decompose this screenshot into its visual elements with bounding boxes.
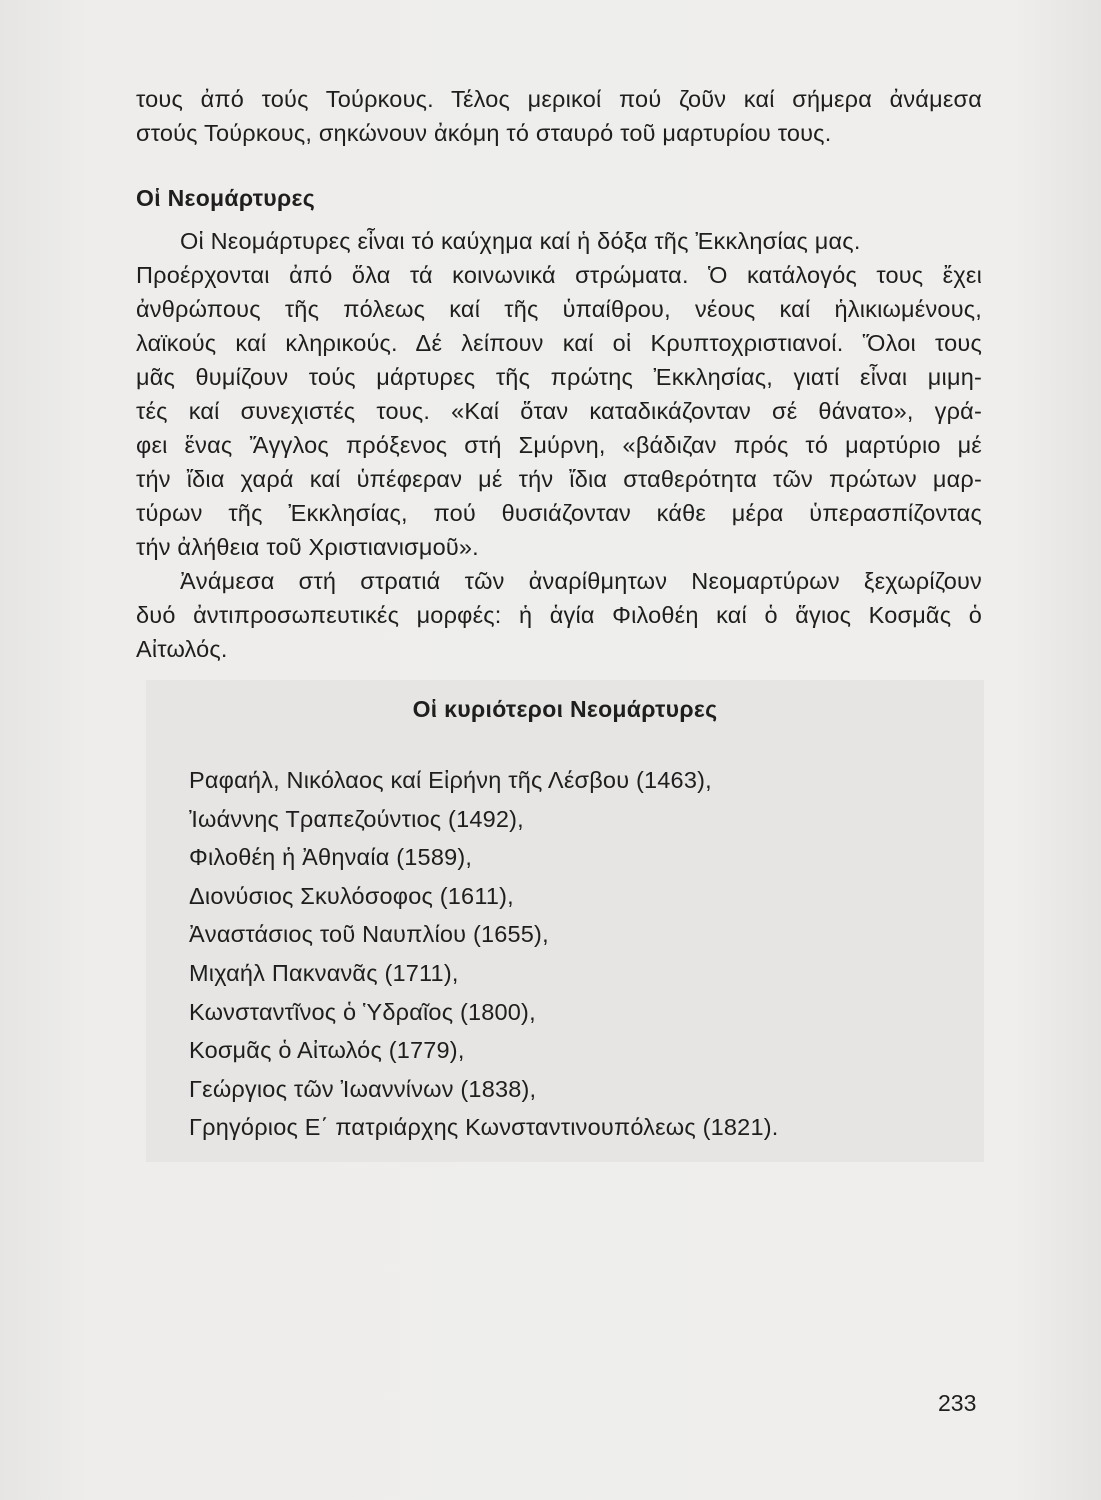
list-item: Φιλοθέη ἡ Ἀθηναία (1589),	[189, 844, 473, 871]
list-item: Ραφαήλ, Νικόλαος καί Εἰρήνη τῆς Λέσβου (1463),	[189, 767, 712, 793]
text-line: Αἰτωλός.	[136, 636, 228, 662]
section-heading: Οἱ Νεομάρτυρες	[136, 185, 316, 211]
list-item: Μιχαήλ Πακνανᾶς (1711),	[189, 959, 459, 986]
box-title: Οἱ κυριότεροι Νεομάρτυρες	[412, 696, 718, 722]
martyrs-list	[189, 761, 778, 1147]
text-line: τήν ἴδια χαρά καί ὑπέφεραν μέ τήν ἴδια σταθερότητα τῶν πρώτων μαρ-	[136, 466, 982, 492]
text-line: τήν ἀλήθεια τοῦ Χριστιανισμοῦ».	[136, 534, 479, 560]
list-item: Γρηγόριος Ε΄ πατριάρχης Κωνσταντινουπόλεως (1821).	[189, 1114, 779, 1141]
page-number: 233	[938, 1390, 977, 1416]
text-line: στούς Τούρκους, σηκώνουν ἀκόμη τό σταυρό τοῦ μαρτυρίου τους.	[136, 120, 832, 146]
text-line: δυό ἀντιπροσωπευτικές μορφές: ἡ ἁγία Φιλοθέη καί ὁ ἅγιος Κοσμᾶς ὁ	[136, 602, 982, 628]
text-line: τές καί συνεχιστές τους. «Καί ὅταν καταδικάζονταν σέ θάνατο», γρά-	[136, 398, 982, 424]
list-item: Ἰωάννης Τραπεζούντιος (1492),	[189, 805, 524, 832]
list-item: Κοσμᾶς ὁ Αἰτωλός (1779),	[189, 1037, 465, 1064]
text-line: ἀνθρώπους τῆς πόλεως καί τῆς ὑπαίθρου, νέους καί ἡλικιωμένους,	[136, 296, 982, 322]
text-line: φει ἕνας Ἄγγλος πρόξενος στή Σμύρνη, «βάδιζαν πρός τό μαρτύριο μέ	[136, 432, 982, 458]
text-line: Προέρχονται ἀπό ὅλα τά κοινωνικά στρώματα. Ὁ κατάλογός τους ἔχει	[136, 262, 982, 288]
text-line: μᾶς θυμίζουν τούς μάρτυρες τῆς πρώτης Ἐκκλησίας, γιατί εἶναι μιμη-	[136, 364, 982, 390]
list-item: Διονύσιος Σκυλόσοφος (1611),	[189, 882, 514, 909]
list-item: Κωνσταντῖνος ὁ Ὑδραῖος (1800),	[189, 998, 536, 1025]
martyrs-box	[146, 680, 984, 1162]
text-line: τύρων τῆς Ἐκκλησίας, πού θυσιάζονταν κάθε μέρα ὑπερασπίζοντας	[136, 500, 982, 526]
intro-paragraph	[136, 82, 982, 150]
list-item: Ἀναστάσιος τοῦ Ναυπλίου (1655),	[189, 921, 549, 948]
text-line: τους ἀπό τούς Τούρκους. Τέλος μερικοί πού ζοῦν καί σήμερα ἀνάμεσα	[136, 86, 982, 112]
list-item: Γεώργιος τῶν Ἰωαννίνων (1838),	[189, 1075, 537, 1102]
body-paragraph	[136, 224, 982, 666]
text-line: Οἱ Νεομάρτυρες εἶναι τό καύχημα καί ἡ δόξα τῆς Ἐκκλησίας μας.	[180, 228, 861, 254]
text-line: λαϊκούς καί κληρικούς. Δέ λείπουν καί οἱ Κρυπτοχριστιανοί. Ὅλοι τους	[136, 330, 982, 356]
text-line: Ἀνάμεσα στή στρατιά τῶν ἀναρίθμητων Νεομαρτύρων ξεχωρίζουν	[180, 568, 982, 594]
